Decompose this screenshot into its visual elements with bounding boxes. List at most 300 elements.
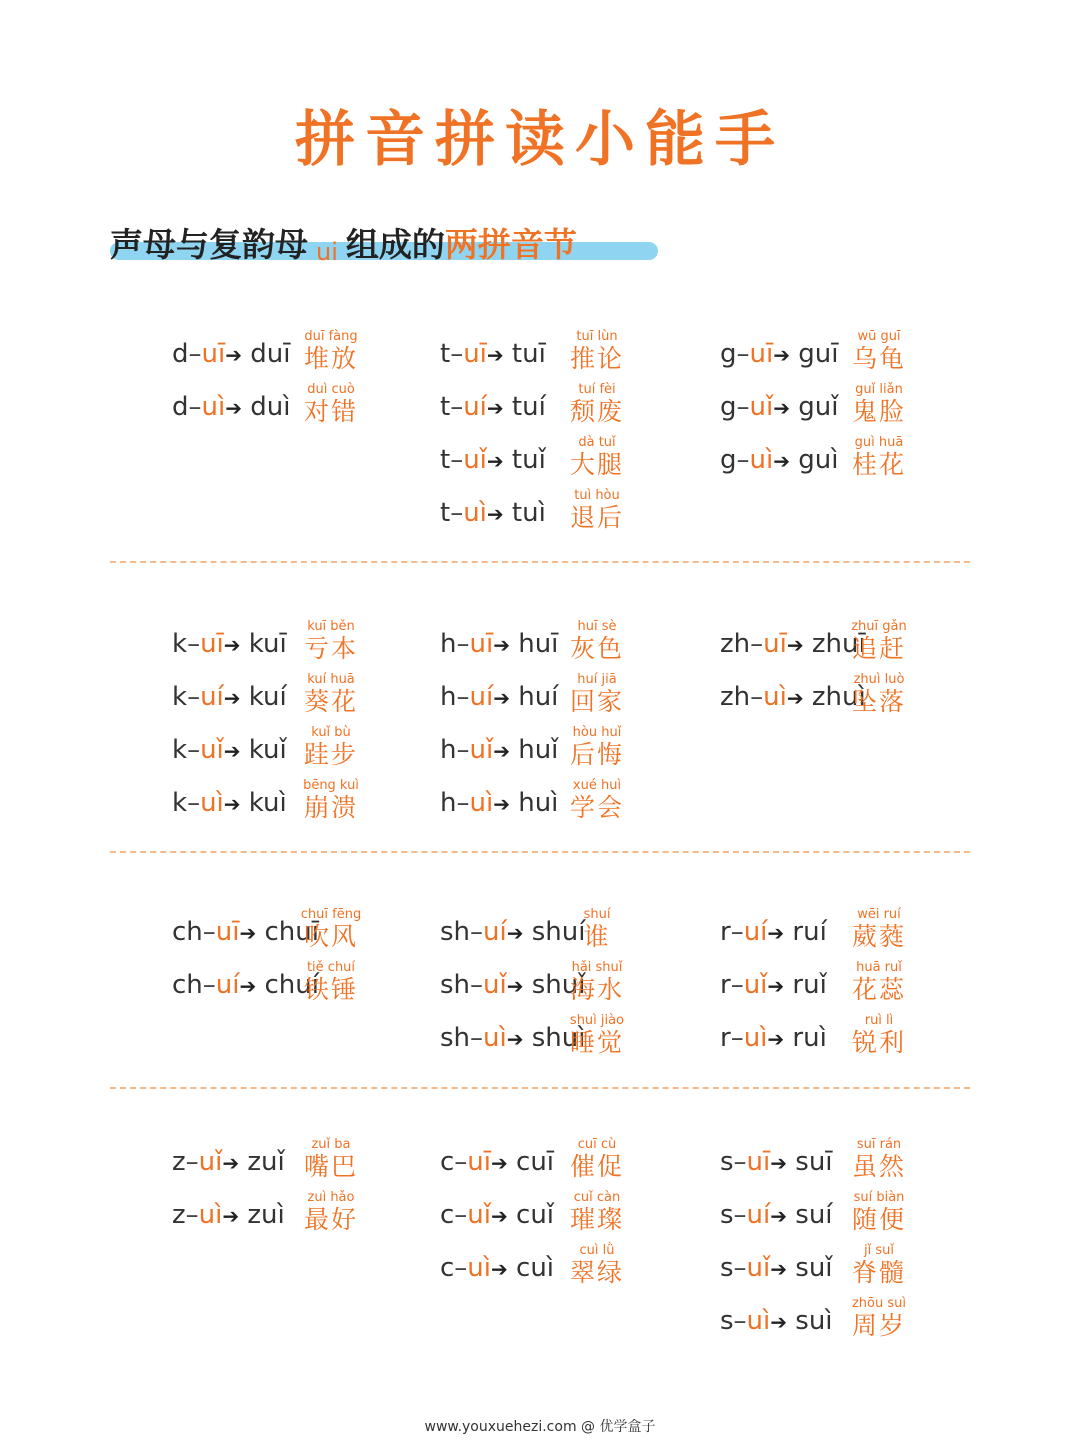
dash-sign: – <box>733 1253 747 1283</box>
arrow-icon: ➔ <box>486 449 504 473</box>
arrow-icon: ➔ <box>770 1310 788 1334</box>
arrow-icon: ➔ <box>222 1204 240 1228</box>
final-letters: uì <box>746 1306 771 1336</box>
example-word <box>566 779 628 823</box>
spelling-formula <box>440 498 546 529</box>
final-letters: uī <box>763 629 787 659</box>
final-letters: uī <box>749 339 774 369</box>
spelling-formula <box>720 445 838 476</box>
final-letters: uǐ <box>463 445 487 475</box>
arrow-icon: ➔ <box>786 633 804 657</box>
arrow-icon: ➔ <box>222 1151 240 1175</box>
word-pinyin: huā ruǐ <box>856 960 902 975</box>
final-letters: uǐ <box>469 735 494 765</box>
syllable-result: suí <box>787 1200 833 1230</box>
syllable-row <box>0 1137 1080 1181</box>
initial-letter: c <box>440 1200 455 1230</box>
dash-sign: – <box>730 917 744 947</box>
final-letters: uǐ <box>749 392 774 422</box>
word-pinyin: hǎi shuǐ <box>571 960 623 975</box>
dash-sign: – <box>187 682 201 712</box>
spelling-formula <box>440 735 558 766</box>
dash-sign: – <box>187 735 201 765</box>
spelling-formula <box>720 1200 833 1231</box>
final-letters: uī <box>746 1147 771 1177</box>
initial-letter: h <box>440 788 457 818</box>
word-hanzi: 学会 <box>569 793 624 822</box>
syllable-result: guì <box>789 445 839 475</box>
syllable-row <box>0 382 1080 426</box>
dash-sign: – <box>730 1023 744 1053</box>
word-hanzi: 脊髓 <box>851 1258 906 1287</box>
example-word <box>848 383 910 427</box>
initial-letter: t <box>440 445 451 475</box>
dash-sign: – <box>733 1147 747 1177</box>
final-letters: uī <box>469 629 494 659</box>
example-word <box>848 1014 910 1058</box>
footer-credit: www.youxuehezi.com @ 优学盒子 <box>424 1419 656 1435</box>
example-word <box>566 489 628 533</box>
initial-letter: c <box>440 1147 455 1177</box>
word-hanzi: 嘴巴 <box>303 1152 358 1181</box>
arrow-icon: ➔ <box>491 1257 508 1281</box>
word-pinyin: suī rán <box>856 1137 902 1152</box>
final-letters: uí <box>463 392 487 422</box>
word-hanzi: 锐利 <box>851 1028 906 1057</box>
dash-sign: – <box>470 1023 484 1053</box>
syllable-result: ruǐ <box>784 970 827 1000</box>
syllable-result: huì <box>509 788 559 818</box>
word-hanzi: 铁锤 <box>303 975 358 1004</box>
initial-letter: sh <box>440 917 471 947</box>
final-letters: uí <box>469 682 494 712</box>
syllable-row <box>0 960 1080 1004</box>
initial-letter: g <box>720 339 737 369</box>
syllable-result: tuì <box>503 498 546 528</box>
word-hanzi: 翠绿 <box>569 1258 624 1287</box>
dash-sign: – <box>750 629 764 659</box>
syllable-result: zuì <box>239 1200 285 1230</box>
final-letters: uì <box>763 682 787 712</box>
arrow-icon: ➔ <box>767 974 785 998</box>
syllable-result: tuǐ <box>503 445 546 475</box>
initial-letter: r <box>720 970 731 1000</box>
word-hanzi: 睡觉 <box>569 1028 624 1057</box>
arrow-icon: ➔ <box>493 739 510 763</box>
syllable-row <box>0 488 1080 532</box>
final-letters: uī <box>200 629 224 659</box>
word-pinyin: shuì jiào <box>569 1013 625 1028</box>
dash-sign: – <box>736 445 750 475</box>
initial-letter: s <box>720 1200 734 1230</box>
syllable-result: huǐ <box>509 735 559 765</box>
word-pinyin: jǐ suǐ <box>864 1243 894 1258</box>
word-pinyin: zuǐ ba <box>311 1137 351 1152</box>
syllable-row <box>0 619 1080 663</box>
arrow-icon: ➔ <box>223 686 241 710</box>
initial-letter: k <box>172 682 188 712</box>
word-hanzi: 葳蕤 <box>851 922 906 951</box>
dash-sign: – <box>456 788 470 818</box>
initial-letter: s <box>720 1253 734 1283</box>
arrow-icon: ➔ <box>493 792 510 816</box>
final-letters: uí <box>200 682 224 712</box>
syllable-result: duì <box>241 392 291 422</box>
initial-letter: t <box>440 498 451 528</box>
word-pinyin: zhuì luò <box>853 672 905 687</box>
arrow-icon: ➔ <box>767 1027 785 1051</box>
section-divider <box>110 561 970 563</box>
subtitle-final: ui <box>316 238 338 266</box>
arrow-icon: ➔ <box>767 921 785 945</box>
final-letters: uì <box>483 1023 507 1053</box>
syllable-result: guǐ <box>789 392 839 422</box>
word-pinyin: guì huā <box>854 435 904 450</box>
dash-sign: – <box>188 339 202 369</box>
dash-sign: – <box>450 339 464 369</box>
initial-letter: sh <box>440 1023 471 1053</box>
final-letters: uì <box>198 1200 223 1230</box>
initial-letter: g <box>720 392 737 422</box>
dash-sign: – <box>470 917 484 947</box>
word-pinyin: zuì hǎo <box>307 1190 355 1205</box>
example-word <box>848 1244 910 1288</box>
dash-sign: – <box>736 392 750 422</box>
word-pinyin: huí jiā <box>577 672 617 687</box>
arrow-icon: ➔ <box>491 1151 508 1175</box>
syllable-row <box>0 907 1080 951</box>
arrow-icon: ➔ <box>493 633 510 657</box>
arrow-icon: ➔ <box>773 343 790 367</box>
syllable-result: ruí <box>784 917 827 947</box>
word-pinyin: kuí huā <box>307 672 355 687</box>
syllable-result: shuí <box>523 917 586 947</box>
word-hanzi: 鬼脸 <box>851 397 906 426</box>
word-pinyin: cuī cù <box>577 1137 617 1152</box>
arrow-icon: ➔ <box>773 449 790 473</box>
syllable-result: kuì <box>240 788 287 818</box>
syllable-result: cuǐ <box>507 1200 555 1230</box>
initial-letter: zh <box>720 682 751 712</box>
final-letters: uī <box>463 339 487 369</box>
final-letters: uǐ <box>200 735 224 765</box>
dash-sign: – <box>470 970 484 1000</box>
arrow-icon: ➔ <box>225 343 242 367</box>
example-word <box>566 726 628 770</box>
word-pinyin: suí biàn <box>853 1190 905 1205</box>
word-pinyin: kuī běn <box>307 619 355 634</box>
initial-letter: z <box>172 1200 186 1230</box>
syllable-row <box>0 435 1080 479</box>
subtitle-middle: 组成的 <box>345 225 445 264</box>
section-subtitle <box>110 214 577 266</box>
dash-sign: – <box>733 1200 747 1230</box>
final-letters: uì <box>201 392 226 422</box>
arrow-icon: ➔ <box>223 739 241 763</box>
syllable-row <box>0 1296 1080 1340</box>
final-letters: uǐ <box>743 970 768 1000</box>
dash-sign: – <box>450 392 464 422</box>
word-pinyin: tuí fèi <box>578 382 616 397</box>
syllable-row <box>0 1190 1080 1234</box>
example-word <box>848 1138 910 1182</box>
word-pinyin: tuī lùn <box>576 329 618 344</box>
spelling-formula <box>720 1253 833 1284</box>
dash-sign: – <box>454 1147 468 1177</box>
syllable-row <box>0 725 1080 769</box>
word-pinyin: huī sè <box>577 619 617 634</box>
syllable-result: duī <box>241 339 291 369</box>
dash-sign: – <box>185 1200 199 1230</box>
section-divider <box>110 1087 970 1089</box>
final-letters: uì <box>749 445 774 475</box>
example-word <box>848 330 910 374</box>
dash-sign: – <box>730 970 744 1000</box>
arrow-icon: ➔ <box>239 974 257 998</box>
arrow-icon: ➔ <box>506 974 524 998</box>
syllable-result: huī <box>509 629 559 659</box>
arrow-icon: ➔ <box>223 792 241 816</box>
dash-sign: – <box>750 682 764 712</box>
word-hanzi: 周岁 <box>851 1311 906 1340</box>
initial-letter: ch <box>172 970 203 1000</box>
dash-sign: – <box>188 392 202 422</box>
example-word <box>848 961 910 1005</box>
word-hanzi: 堆放 <box>303 344 358 373</box>
initial-letter: s <box>720 1147 734 1177</box>
word-hanzi: 退后 <box>569 503 624 532</box>
word-hanzi: 回家 <box>569 687 624 716</box>
initial-letter: h <box>440 629 457 659</box>
syllable-result: kuī <box>240 629 287 659</box>
syllable-result: zhuī <box>803 629 866 659</box>
dash-sign: – <box>733 1306 747 1336</box>
final-letters: uī <box>467 1147 491 1177</box>
arrow-icon: ➔ <box>225 396 242 420</box>
initial-letter: t <box>440 392 451 422</box>
syllable-result: tuī <box>503 339 546 369</box>
final-letters: uī <box>201 339 226 369</box>
syllable-result: kuí <box>240 682 287 712</box>
arrow-icon: ➔ <box>486 396 504 420</box>
word-hanzi: 大腿 <box>569 450 624 479</box>
syllable-result: suǐ <box>787 1253 833 1283</box>
spelling-formula <box>720 917 827 948</box>
page-title: 拼音拼读小能手 <box>295 105 785 175</box>
syllable-row <box>0 1013 1080 1057</box>
dash-sign: – <box>456 629 470 659</box>
word-hanzi: 推论 <box>569 344 624 373</box>
word-pinyin: dà tuǐ <box>578 435 616 450</box>
final-letters: uì <box>200 788 224 818</box>
word-hanzi: 对错 <box>303 397 358 426</box>
word-hanzi: 颓废 <box>569 397 624 426</box>
example-word <box>848 908 910 952</box>
subtitle-prefix: 声母与复韵母 <box>110 225 308 264</box>
dash-sign: – <box>187 788 201 818</box>
arrow-icon: ➔ <box>493 686 510 710</box>
spelling-formula <box>720 1147 833 1178</box>
initial-letter: zh <box>720 629 751 659</box>
final-letters: uī <box>215 917 240 947</box>
dash-sign: – <box>454 1253 468 1283</box>
syllable-result: zhuì <box>803 682 866 712</box>
spelling-formula <box>720 1023 827 1054</box>
dash-sign: – <box>736 339 750 369</box>
initial-letter: h <box>440 682 457 712</box>
initial-letter: d <box>172 392 189 422</box>
syllable-result: guī <box>789 339 839 369</box>
syllable-row <box>0 672 1080 716</box>
dash-sign: – <box>187 629 201 659</box>
word-hanzi: 谁 <box>583 922 611 951</box>
syllable-result: zuǐ <box>239 1147 285 1177</box>
word-hanzi: 追赶 <box>851 634 906 663</box>
word-hanzi: 最好 <box>303 1205 358 1234</box>
spelling-formula <box>720 392 838 423</box>
word-pinyin: wēi ruí <box>857 907 901 922</box>
word-hanzi: 璀璨 <box>569 1205 624 1234</box>
syllable-result: tuí <box>503 392 546 422</box>
final-letters: uǐ <box>198 1147 223 1177</box>
syllable-result: suī <box>787 1147 833 1177</box>
spelling-formula <box>720 339 838 370</box>
arrow-icon: ➔ <box>770 1151 788 1175</box>
word-pinyin: hòu huǐ <box>572 725 622 740</box>
word-pinyin: cuì lǜ <box>579 1243 615 1258</box>
word-pinyin: kuǐ bù <box>311 725 351 740</box>
word-hanzi: 随便 <box>851 1205 906 1234</box>
arrow-icon: ➔ <box>223 633 241 657</box>
word-hanzi: 吹风 <box>303 922 358 951</box>
word-hanzi: 催促 <box>569 1152 624 1181</box>
syllable-result: huí <box>509 682 559 712</box>
word-hanzi: 崩溃 <box>303 793 358 822</box>
dash-sign: – <box>450 445 464 475</box>
section-divider <box>110 851 970 853</box>
initial-letter: r <box>720 917 731 947</box>
arrow-icon: ➔ <box>506 1027 524 1051</box>
example-word <box>848 620 910 664</box>
initial-letter: g <box>720 445 737 475</box>
dash-sign: – <box>202 917 216 947</box>
word-hanzi: 坠落 <box>851 687 906 716</box>
syllable-result: shuǐ <box>523 970 586 1000</box>
syllable-result: cuī <box>507 1147 555 1177</box>
word-pinyin: shuí <box>583 907 611 922</box>
word-hanzi: 花蕊 <box>851 975 906 1004</box>
final-letters: uǐ <box>746 1253 771 1283</box>
example-word <box>848 673 910 717</box>
syllable-result: chuī <box>256 917 319 947</box>
word-pinyin: xué huì <box>572 778 622 793</box>
dash-sign: – <box>202 970 216 1000</box>
spelling-formula <box>720 1306 833 1337</box>
word-pinyin: cuǐ càn <box>573 1190 621 1205</box>
dash-sign: – <box>456 682 470 712</box>
dash-sign: – <box>450 498 464 528</box>
word-pinyin: zhōu suì <box>851 1296 906 1311</box>
word-pinyin: tuì hòu <box>574 488 620 503</box>
final-letters: uí <box>215 970 240 1000</box>
syllable-result: shuì <box>523 1023 586 1053</box>
arrow-icon: ➔ <box>773 396 790 420</box>
syllable-result: kuǐ <box>240 735 287 765</box>
final-letters: uì <box>469 788 494 818</box>
word-pinyin: tiě chuí <box>306 960 356 975</box>
word-pinyin: chuī fēng <box>300 907 362 922</box>
word-pinyin: zhuī gǎn <box>851 619 907 634</box>
spelling-formula <box>720 970 827 1001</box>
example-word <box>848 436 910 480</box>
syllable-result: ruì <box>784 1023 827 1053</box>
arrow-icon: ➔ <box>491 1204 508 1228</box>
word-hanzi: 灰色 <box>569 634 624 663</box>
initial-letter: d <box>172 339 189 369</box>
initial-letter: k <box>172 629 188 659</box>
spelling-formula <box>720 682 866 713</box>
spelling-formula <box>720 629 866 660</box>
word-pinyin: wū guī <box>857 329 901 344</box>
word-hanzi: 跬步 <box>303 740 358 769</box>
word-hanzi: 虽然 <box>851 1152 906 1181</box>
spelling-formula <box>440 788 558 819</box>
final-letters: uì <box>463 498 487 528</box>
final-letters: uí <box>746 1200 771 1230</box>
initial-letter: sh <box>440 970 471 1000</box>
initial-letter: h <box>440 735 457 765</box>
final-letters: uí <box>483 917 507 947</box>
word-hanzi: 海水 <box>569 975 624 1004</box>
word-pinyin: ruì lì <box>864 1013 894 1028</box>
final-letters: uǐ <box>467 1200 491 1230</box>
initial-letter: ch <box>172 917 203 947</box>
word-hanzi: 葵花 <box>303 687 358 716</box>
initial-letter: c <box>440 1253 455 1283</box>
arrow-icon: ➔ <box>239 921 257 945</box>
word-hanzi: 后悔 <box>569 740 624 769</box>
initial-letter: k <box>172 788 188 818</box>
syllable-result: cuì <box>507 1253 555 1283</box>
word-pinyin: bēng kuì <box>303 778 359 793</box>
initial-letter: r <box>720 1023 731 1053</box>
arrow-icon: ➔ <box>770 1257 788 1281</box>
final-letters: uì <box>467 1253 491 1283</box>
word-hanzi: 亏本 <box>303 634 358 663</box>
syllable-row <box>0 778 1080 822</box>
initial-letter: z <box>172 1147 186 1177</box>
final-letters: uí <box>743 917 768 947</box>
dash-sign: – <box>454 1200 468 1230</box>
syllable-row <box>0 1243 1080 1287</box>
initial-letter: k <box>172 735 188 765</box>
dash-sign: – <box>185 1147 199 1177</box>
word-pinyin: guǐ liǎn <box>855 382 903 397</box>
arrow-icon: ➔ <box>786 686 804 710</box>
example-word <box>848 1191 910 1235</box>
example-word <box>848 1297 910 1341</box>
word-hanzi: 乌龟 <box>851 344 906 373</box>
dash-sign: – <box>456 735 470 765</box>
subtitle-colored: 两拼音节 <box>444 225 577 264</box>
syllable-result: suì <box>787 1306 833 1336</box>
word-pinyin: duì cuò <box>307 382 355 397</box>
syllable-row <box>0 329 1080 373</box>
arrow-icon: ➔ <box>770 1204 788 1228</box>
word-pinyin: duī fàng <box>304 329 358 344</box>
syllable-result: chuí <box>256 970 319 1000</box>
final-letters: uǐ <box>483 970 507 1000</box>
